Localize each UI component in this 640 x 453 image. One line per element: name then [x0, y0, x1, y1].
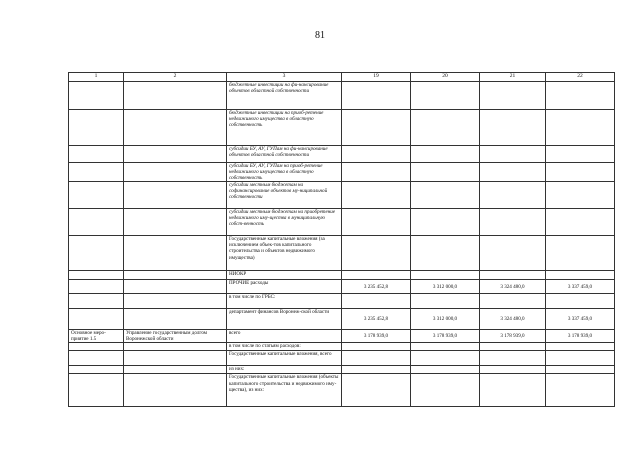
row-value-col-21: [480, 146, 546, 163]
header-col-21: 21: [480, 73, 546, 82]
row-value-col-21: 3 178 939,0: [480, 330, 546, 343]
row-value-col-19: [342, 351, 411, 366]
row-program-cell: [69, 271, 124, 280]
row-value-col-22: [546, 236, 615, 271]
row-value-col-21: [480, 82, 546, 110]
row-value-col-19: [342, 82, 411, 110]
row-value-col-19: [342, 236, 411, 271]
row-value-col-20: [411, 294, 480, 309]
table-row: [69, 351, 615, 366]
table-row: [69, 163, 615, 182]
row-value-col-20: [411, 271, 480, 280]
row-value-col-22: [546, 271, 615, 280]
row-executor-cell: [124, 182, 227, 209]
row-value-col-20: [411, 351, 480, 366]
row-value-col-20: [411, 82, 480, 110]
table-row: [69, 271, 615, 280]
row-value-col-19: 3 235 452,8: [342, 280, 411, 294]
row-executor-cell: Управление государственным долгом Воронежской области: [124, 330, 227, 343]
row-value-col-22: [546, 182, 615, 209]
row-program-cell: [69, 366, 124, 374]
row-program-cell: [69, 236, 124, 271]
row-expense-cell: в том числе по ГРБС:: [227, 294, 342, 309]
row-value-col-19: 3 235 452,8: [342, 309, 411, 330]
row-value-col-21: [480, 351, 546, 366]
row-value-col-22: 3 337 459,0: [546, 309, 615, 330]
row-program-cell: [69, 374, 124, 407]
row-executor-cell: [124, 280, 227, 294]
table-row: [69, 309, 615, 330]
header-col-20: 20: [411, 73, 480, 82]
row-value-col-21: [480, 374, 546, 407]
row-value-col-19: [342, 146, 411, 163]
row-value-col-20: [411, 236, 480, 271]
row-value-col-21: 3 324 480,0: [480, 309, 546, 330]
row-expense-cell: субсидии БУ, АУ, ГУПам на фи-нансирование объектов областной собственности: [227, 146, 342, 163]
row-value-col-20: [411, 146, 480, 163]
row-expense-cell: субсидии БУ, АУ, ГУПам на приоб-ретение недвижимого имущества в областную собственность: [227, 163, 342, 182]
table-row: [69, 280, 615, 294]
row-value-col-19: 3 178 939,0: [342, 330, 411, 343]
row-value-col-21: [480, 294, 546, 309]
row-value-col-20: [411, 163, 480, 182]
row-value-col-20: 3 312 000,0: [411, 309, 480, 330]
table-row: [69, 110, 615, 146]
table-row: [69, 182, 615, 209]
row-value-col-21: [480, 271, 546, 280]
table-row: [69, 366, 615, 374]
row-expense-cell: в том числе по статьям расходов:: [227, 343, 342, 351]
row-value-col-22: [546, 351, 615, 366]
row-value-col-22: [546, 146, 615, 163]
row-value-col-19: [342, 110, 411, 146]
row-value-col-22: 3 337 459,0: [546, 280, 615, 294]
row-value-col-22: [546, 163, 615, 182]
row-value-col-20: [411, 182, 480, 209]
row-value-col-20: 3 312 000,0: [411, 280, 480, 294]
row-value-col-21: [480, 343, 546, 351]
row-executor-cell: [124, 146, 227, 163]
header-col-3: 3: [227, 73, 342, 82]
row-value-col-19: [342, 294, 411, 309]
row-value-col-21: [480, 366, 546, 374]
page-number: 81: [315, 30, 325, 41]
row-value-col-22: [546, 374, 615, 407]
row-value-col-20: [411, 110, 480, 146]
row-value-col-19: [342, 209, 411, 236]
row-executor-cell: [124, 271, 227, 280]
row-expense-cell: Государственные капитальные вложения (объекты капитального строительства и недвижимого иму-щества), из них:: [227, 374, 342, 407]
row-expense-cell: всего: [227, 330, 342, 343]
row-program-cell: [69, 82, 124, 110]
row-expense-cell: бюджетные инвестиции на фи-нансирование объектов областной собственности: [227, 82, 342, 110]
row-value-col-22: [546, 343, 615, 351]
header-col-1: 1: [69, 73, 124, 82]
row-expense-cell: департамент финансов Воронеж-ской области: [227, 309, 342, 330]
row-value-col-20: [411, 366, 480, 374]
table-row: [69, 209, 615, 236]
row-value-col-19: [342, 366, 411, 374]
row-program-cell: [69, 182, 124, 209]
table-row: [69, 374, 615, 407]
row-executor-cell: [124, 110, 227, 146]
row-value-col-22: [546, 294, 615, 309]
row-expense-cell: бюджетные инвестиции на приоб-ретение недвижимого имущества в областную собственность: [227, 110, 342, 146]
row-value-col-20: [411, 343, 480, 351]
row-program-cell: [69, 294, 124, 309]
row-value-col-20: 3 178 939,0: [411, 330, 480, 343]
header-col-19: 19: [342, 73, 411, 82]
table-row: [69, 330, 615, 343]
row-value-col-21: [480, 209, 546, 236]
row-program-cell: [69, 309, 124, 330]
row-value-col-19: [342, 374, 411, 407]
row-executor-cell: [124, 236, 227, 271]
table-row: [69, 294, 615, 309]
row-value-col-19: [342, 163, 411, 182]
row-value-col-22: 3 178 939,0: [546, 330, 615, 343]
row-value-col-21: [480, 236, 546, 271]
row-program-cell: [69, 110, 124, 146]
row-value-col-22: [546, 209, 615, 236]
row-value-col-19: [342, 182, 411, 209]
row-program-cell: [69, 146, 124, 163]
row-value-col-19: [342, 271, 411, 280]
row-executor-cell: [124, 366, 227, 374]
row-expense-cell: субсидии местным бюджетам на софинансирование объектов му-ниципальной собственности: [227, 182, 342, 209]
row-executor-cell: [124, 82, 227, 110]
row-value-col-22: [546, 82, 615, 110]
row-program-cell: [69, 351, 124, 366]
header-row: [69, 73, 615, 82]
row-program-cell: [69, 343, 124, 351]
row-value-col-20: [411, 374, 480, 407]
row-value-col-19: [342, 343, 411, 351]
budget-table: [68, 72, 615, 407]
row-executor-cell: [124, 163, 227, 182]
row-expense-cell: из них:: [227, 366, 342, 374]
row-value-col-21: [480, 163, 546, 182]
row-value-col-21: 3 324 480,0: [480, 280, 546, 294]
row-value-col-22: [546, 366, 615, 374]
row-value-col-21: [480, 182, 546, 209]
row-expense-cell: Государственные капитальные вложения, всего: [227, 351, 342, 366]
row-program-cell: [69, 280, 124, 294]
row-program-cell: [69, 209, 124, 236]
row-executor-cell: [124, 374, 227, 407]
header-col-22: 22: [546, 73, 615, 82]
table-row: [69, 82, 615, 110]
row-value-col-22: [546, 110, 615, 146]
row-executor-cell: [124, 309, 227, 330]
row-expense-cell: НИОКР: [227, 271, 342, 280]
table-row: [69, 146, 615, 163]
table-row: [69, 343, 615, 351]
row-expense-cell: субсидии местным бюджетам на приобретение недвижимого иму-щества в муниципальную собст-венность: [227, 209, 342, 236]
row-executor-cell: [124, 343, 227, 351]
row-expense-cell: Государственные капитальные вложения (за исключением объек-тов капитального строительства и объектов недвижимого имущества): [227, 236, 342, 271]
header-col-2: 2: [124, 73, 227, 82]
row-expense-cell: ПРОЧИЕ расходы: [227, 280, 342, 294]
row-program-cell: [69, 163, 124, 182]
row-value-col-21: [480, 110, 546, 146]
row-executor-cell: [124, 209, 227, 236]
row-executor-cell: [124, 294, 227, 309]
row-program-cell: Основное меро-приятие 1.5: [69, 330, 124, 343]
row-value-col-20: [411, 209, 480, 236]
table-row: [69, 236, 615, 271]
row-executor-cell: [124, 351, 227, 366]
